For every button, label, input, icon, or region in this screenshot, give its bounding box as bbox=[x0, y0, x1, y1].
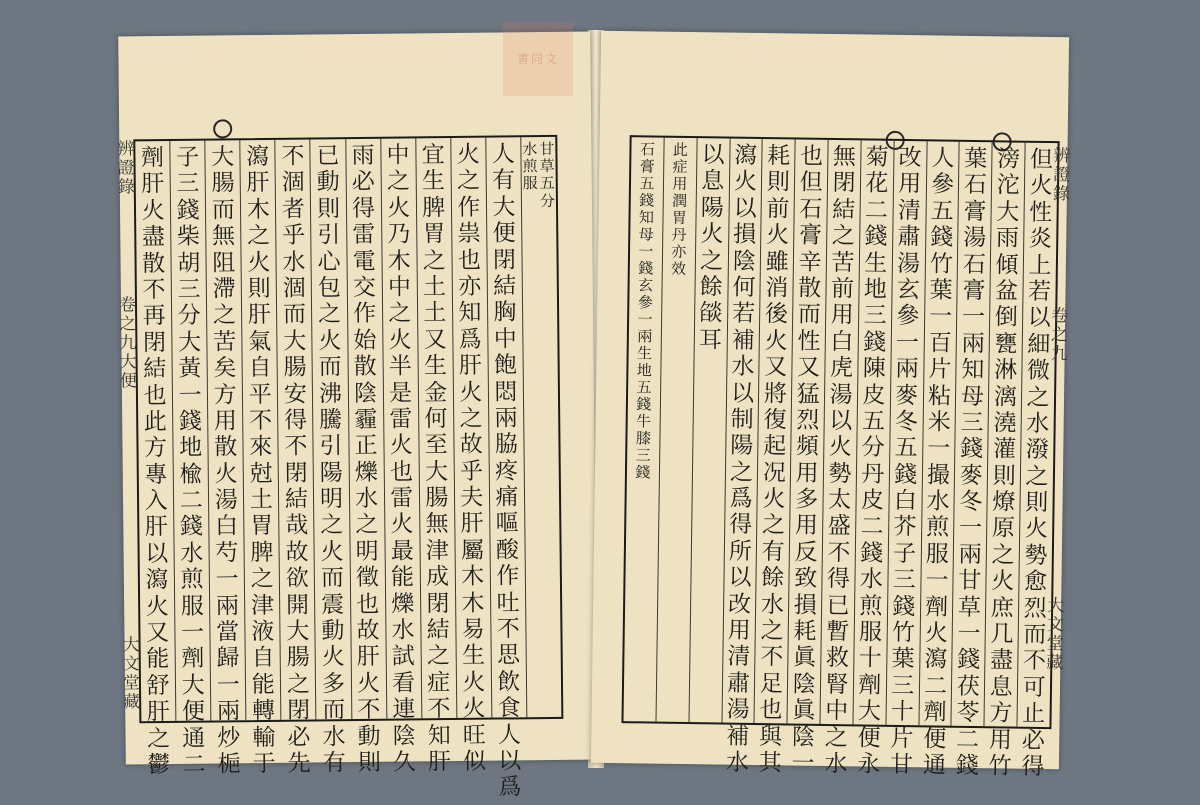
right-gutter-bottom bbox=[1046, 597, 1064, 673]
left-page-column-1 bbox=[520, 137, 561, 717]
left-page-column-11: 子 三 錢 柴 胡 三 分 大 黃 一 錢 地 楡 二 錢 水 煎 服 一 劑 大 便 通 二 bbox=[169, 141, 210, 721]
left-gutter-top bbox=[117, 140, 135, 197]
right-gutter-top bbox=[1053, 147, 1071, 204]
right-text-columns bbox=[623, 137, 1057, 781]
left-page-column-7: 已 動 則 引 心 包 之 火 而 沸 騰 引 陽 明 之 火 而 震 動 火 多 而 水 有 bbox=[310, 139, 351, 719]
right-page-column-10: 瀉 火 以 損 陰 何 若 補 水 以 制 陽 之 爲 得 所 以 改 用 清 肅 湯 補 水 bbox=[721, 139, 762, 723]
left-page-column-10: 大 腸 而 無 阻 滯 之 苦 矣 方 用 散 火 湯 白 芍 一 兩 當 歸 一 兩 炒 梔 bbox=[205, 140, 246, 720]
binding-hole-left bbox=[213, 119, 232, 138]
right-page-column-13: 石 膏 五 錢 知 母 一 錢 玄 參 一 兩 生 地 五 錢 牛 膝 三 錢 bbox=[635, 140, 656, 482]
left-text-columns bbox=[135, 137, 561, 801]
right-gutter-mid bbox=[1051, 307, 1069, 364]
right-page-column-12: 此 症 用 潤 胃 丹 亦 效 bbox=[655, 138, 696, 722]
right-page-column-5: 改 用 清 肅 湯 玄 參 一 兩 麥 冬 五 錢 白 芥 子 三 錢 竹 葉 三 十 片 甘 bbox=[885, 141, 926, 725]
left-page-column-5: 中 之 火 乃 木 中 之 火 半 是 雷 火 也 雷 火 最 能 爍 水 試 看 連 陰 久 bbox=[380, 138, 421, 718]
gutter-text: 卷 之 九 bbox=[1050, 306, 1069, 365]
left-page-column-12: 劑 肝 火 盡 散 不 再 閉 結 也 此 方 專 入 肝 以 瀉 火 又 能 舒 肝 之 鬱 bbox=[140, 145, 171, 779]
gutter-text: 卷 之 九 大 便 bbox=[118, 295, 137, 392]
left-page-column-6: 雨 必 得 雷 電 交 作 始 散 陰 霾 正 爍 水 之 明 徵 也 故 肝 火 不 動 則 bbox=[345, 139, 386, 719]
left-page-column-4: 宜 生 脾 胃 之 土 土 又 生 金 何 至 大 腸 無 津 成 閉 結 之 症 不 知 肝 bbox=[415, 138, 456, 718]
left-text-frame bbox=[133, 135, 563, 801]
right-page-column-7: 無 閉 結 之 苦 前 用 白 虎 湯 以 火 勢 太 盛 不 得 已 暫 救 腎 中 之 水 bbox=[820, 140, 861, 724]
left-page bbox=[117, 32, 598, 801]
right-page-column-6: 菊 花 二 錢 生 地 三 錢 陳 皮 五 分 丹 皮 二 錢 水 煎 服 十 劑 大 便 永 bbox=[852, 140, 893, 724]
watermark-stamp: 書同文 bbox=[503, 22, 573, 96]
right-text-frame bbox=[621, 135, 1059, 781]
gutter-text: 辨 證 錄 bbox=[117, 139, 135, 198]
left-page-column-2: 人 有 大 便 閉 結 胸 中 飽 悶 兩 脇 疼 痛 嘔 酸 作 吐 不 思 飲 食 人 以 爲 bbox=[485, 137, 526, 717]
left-page-column-9: 瀉 肝 木 之 火 則 肝 氣 自 平 不 來 尅 土 胃 脾 之 津 液 自 能 轉 輸 于 bbox=[240, 140, 281, 720]
gutter-text: 大 文 堂 藏 bbox=[1046, 596, 1065, 674]
right-page-column-9: 耗 則 前 火 雖 消 後 火 又 將 復 起 况 火 之 有 餘 水 之 不 足 也 與 其 bbox=[754, 139, 795, 723]
left-gutter-bottom bbox=[122, 636, 140, 712]
gutter-text: 大 文 堂 藏 bbox=[122, 635, 141, 713]
left-page-column-8: 不 涸 者 乎 水 涸 而 大 腸 安 得 不 閉 結 哉 故 欲 開 大 腸 之 閉 必 先 bbox=[275, 139, 316, 719]
right-page bbox=[591, 31, 1071, 781]
left-gutter-mid bbox=[119, 296, 137, 391]
left-page-column-3: 火 之 作 祟 也 亦 知 爲 肝 火 之 故 乎 夫 肝 屬 木 木 易 生 火 火 旺 似 bbox=[450, 138, 491, 718]
interlinear-note: 水 煎 服 bbox=[522, 140, 538, 193]
right-page-column-8: 也 但 石 膏 辛 散 而 性 又 猛 烈 頻 用 多 用 反 致 損 耗 眞 陰 眞 陰 一 bbox=[787, 139, 828, 723]
right-page-column-4: 人 參 五 錢 竹 葉 一 百 片 粘 米 一 撮 水 煎 服 一 劑 火 瀉 二 劑 便 通 bbox=[918, 141, 959, 725]
right-page-column-1: 但 火 性 炎 上 若 以 細 微 之 水 潑 之 則 火 勢 愈 烈 而 不 可 止 必 得 bbox=[1017, 143, 1058, 727]
interlinear-note: 甘 草 五 分 bbox=[539, 139, 556, 210]
right-page-column-2: 滂 沱 大 雨 傾 盆 倒 甕 淋 漓 澆 灌 則 燎 原 之 火 庶 几 盡 息 方 用 竹 bbox=[984, 142, 1025, 726]
right-page-column-11: 以 息 陽 火 之 餘 燄 耳 bbox=[688, 138, 729, 722]
right-page-column-3: 葉 石 膏 湯 石 膏 一 兩 知 母 三 錢 麥 冬 一 兩 甘 草 一 錢 茯 苓 二 錢 bbox=[951, 142, 992, 726]
gutter-text: 辨 證 錄 bbox=[1052, 146, 1071, 205]
